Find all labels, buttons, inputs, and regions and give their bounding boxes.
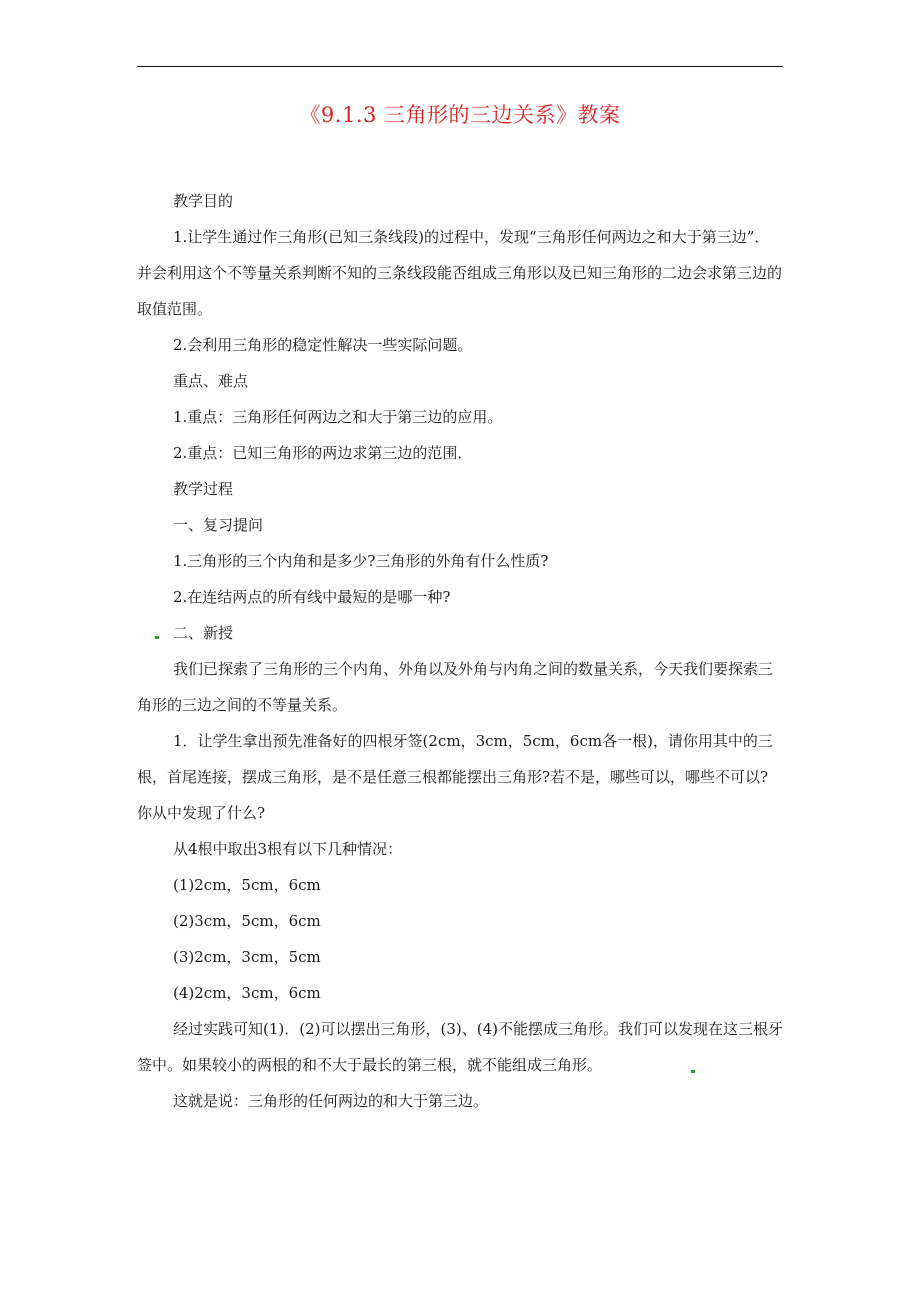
paragraph: 二、新授 — [173, 624, 234, 642]
paragraph: 我们已探索了三角形的三个内角、外角以及外角与内角之间的数量关系，今天我们要探索三角形的三边之间的不等量关系。 — [137, 660, 774, 714]
paragraph: (3)2cm，3cm，5cm — [173, 948, 321, 966]
paragraph: (1)2cm，5cm，6cm — [173, 876, 321, 894]
paragraph: 2.重点：已知三角形的两边求第三边的范围． — [173, 444, 473, 462]
paragraph: 1.让学生通过作三角形(已知三条线段)的过程中，发现“三角形任何两边之和大于第三边”．并会利用这个不等量关系判断不知的三条线段能否组成三角形以及已知三角形的二边会求第三边的取值范围。 — [137, 228, 783, 318]
paragraph: 1.重点：三角形任何两边之和大于第三边的应用。 — [173, 408, 503, 426]
paragraph: 2.在连结两点的所有线中最短的是哪一种? — [173, 588, 451, 606]
header-rule — [137, 66, 783, 67]
paragraph: 2.会利用三角形的稳定性解决一些实际问题。 — [173, 336, 473, 354]
paragraph: 一、复习提问 — [173, 516, 264, 534]
paragraph: 教学过程 — [173, 480, 234, 498]
paragraph: 1．让学生拿出预先准备好的四根牙签(2cm，3cm，5cm，6cm各一根)，请你用其中的三根，首尾连接，摆成三角形，是不是任意三根都能摆出三角形?若不是，哪些可以，哪些不可以?你从中发现了什么? — [137, 732, 773, 822]
document-title: 《9.1.3 三角形的三边关系》教案 — [299, 103, 621, 127]
green-mark-icon — [155, 636, 159, 639]
paragraph: 经过实践可知(1)．(2)可以摆出三角形，(3)、(4)不能摆成三角形。我们可以发现在这三根牙签中。如果较小的两根的和不大于最长的第三根，就不能组成三角形。 — [137, 1020, 783, 1074]
paragraph: 这就是说：三角形的任何两边的和大于第三边。 — [173, 1092, 489, 1110]
paragraph: 重点、难点 — [173, 372, 249, 390]
paragraph: 教学目的 — [173, 192, 234, 210]
paragraph: 1.三角形的三个内角和是多少?三角形的外角有什么性质? — [173, 552, 549, 570]
paragraph: (4)2cm，3cm，6cm — [173, 984, 321, 1002]
document-body — [137, 183, 783, 1119]
paragraph: (2)3cm，5cm，6cm — [173, 912, 321, 930]
paragraph: 从4根中取出3根有以下几种情况： — [173, 840, 403, 858]
green-mark-icon — [691, 1070, 695, 1073]
